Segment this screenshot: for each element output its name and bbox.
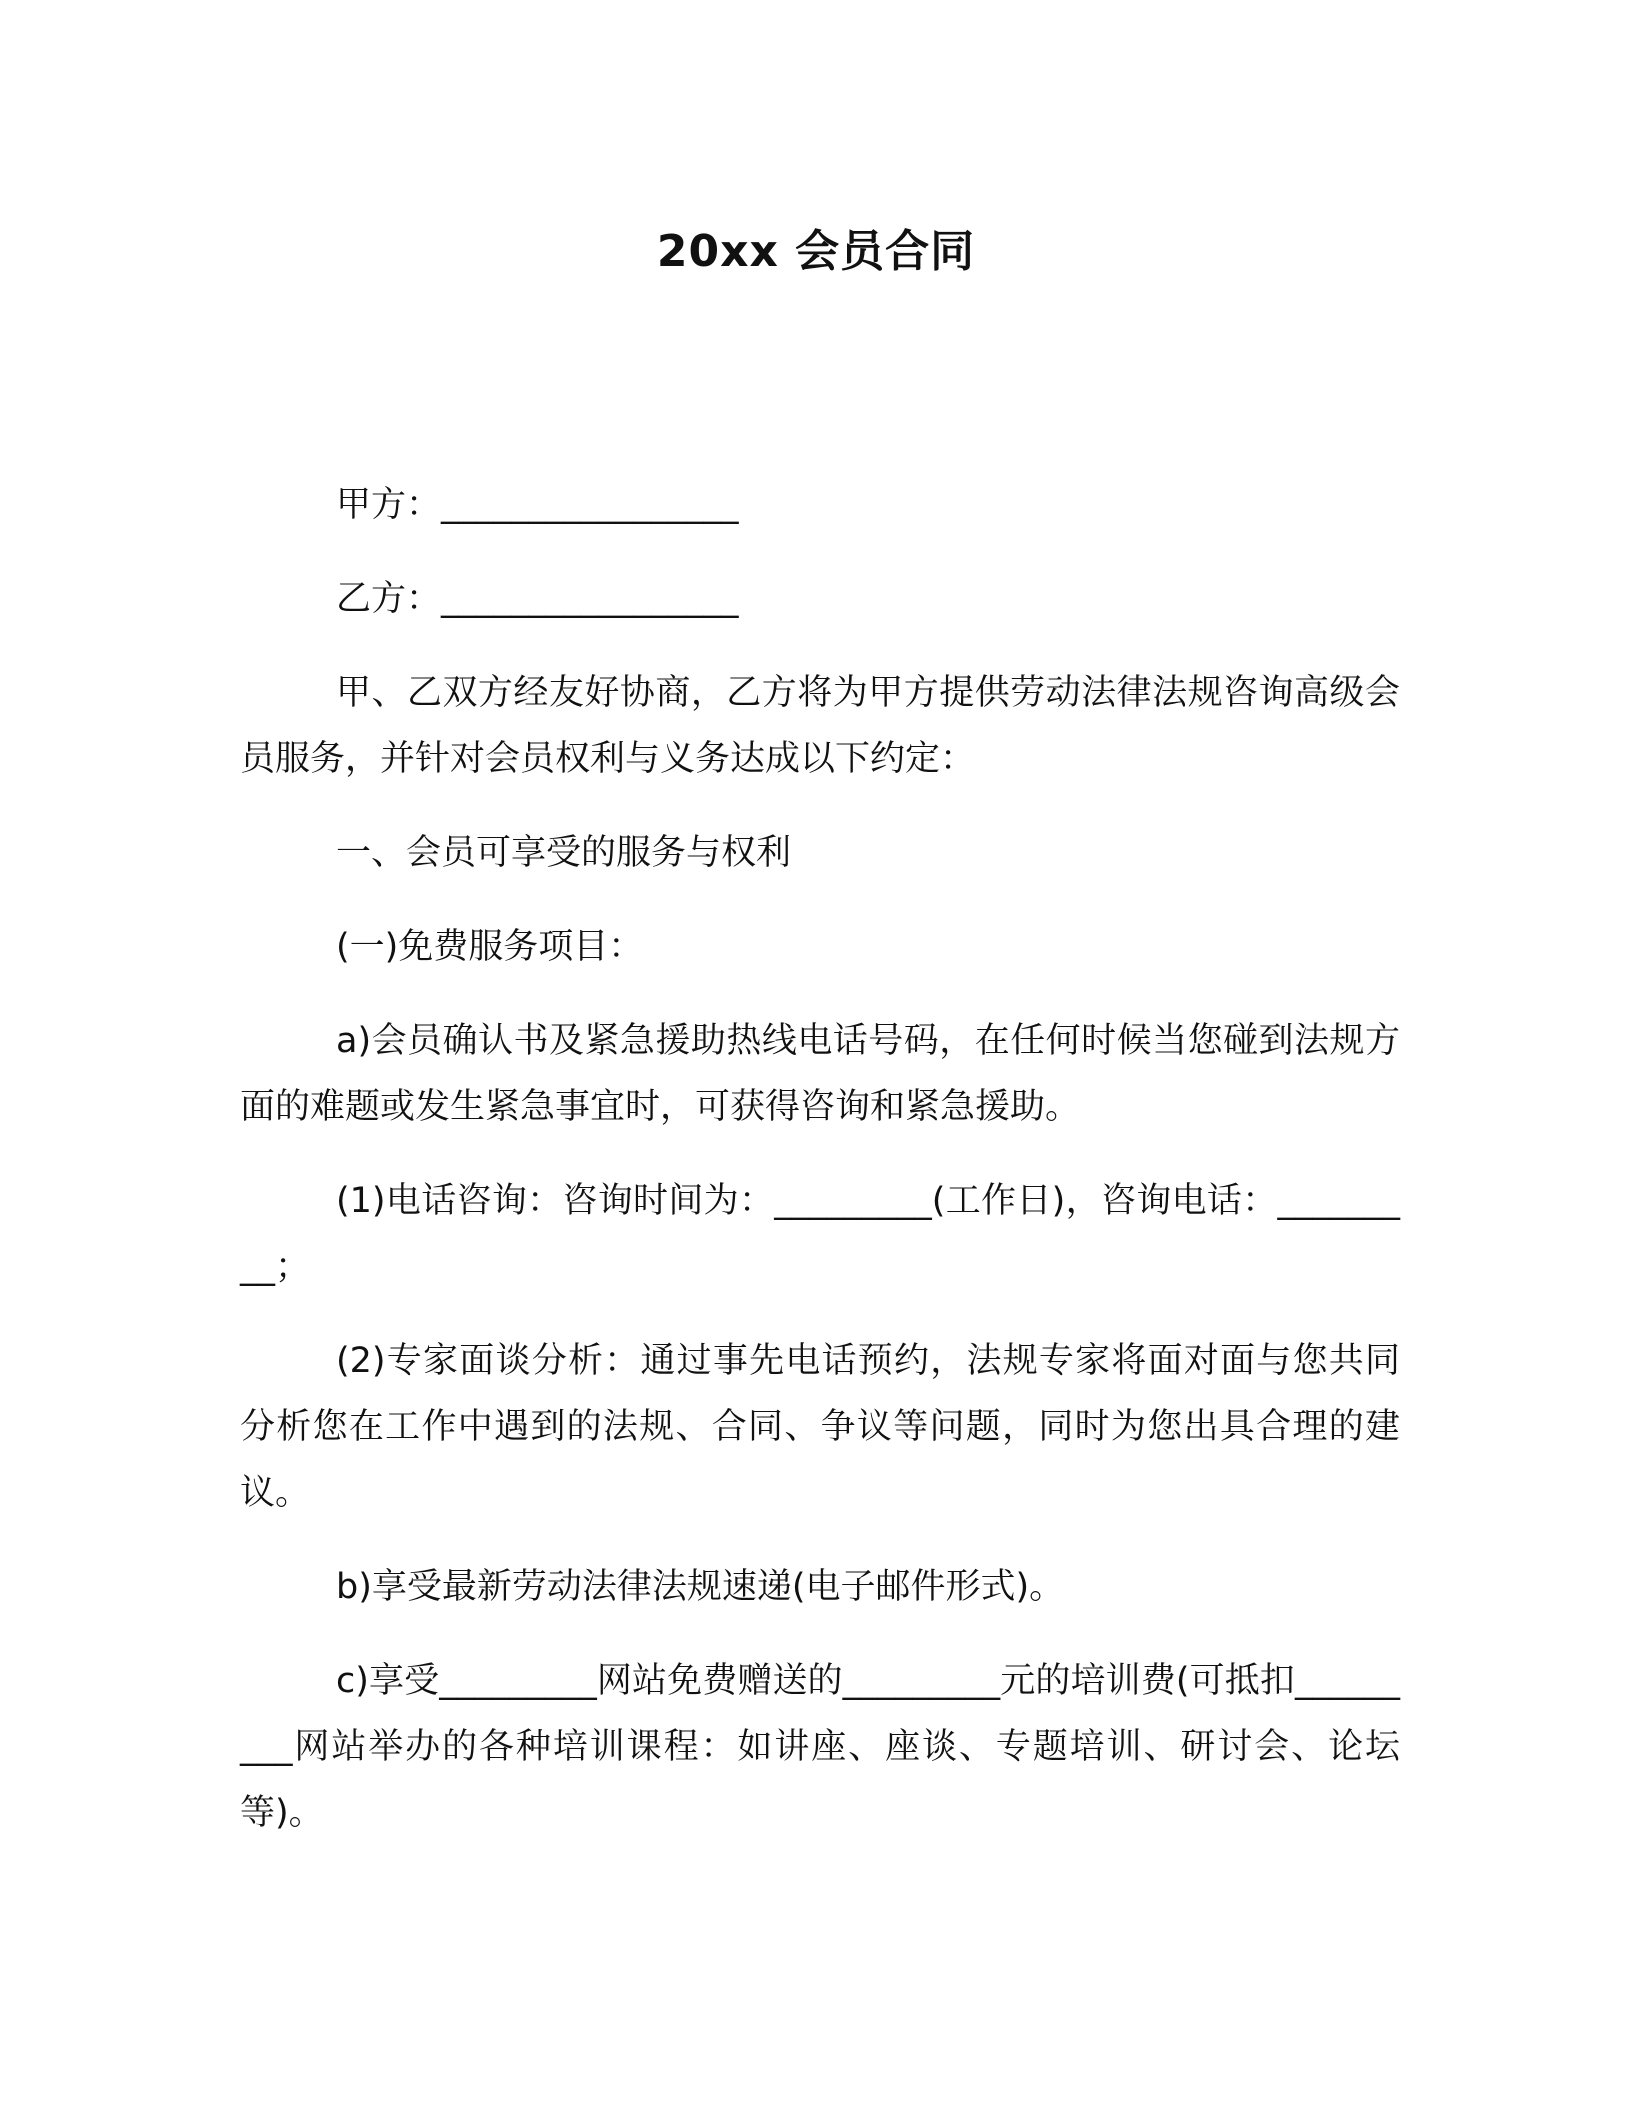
document-body (240, 472, 1400, 1874)
clause-b: b)享受最新劳动法律法规速递(电子邮件形式)。 (336, 1567, 1065, 1607)
clause-c: c)享受_________网站免费赠送的_________元的培训费(可抵扣_________网站举办的各种培训课程：如讲座、座谈、专题培训、研讨会、论坛等)。 (240, 1661, 1400, 1833)
intro-paragraph: 甲、乙双方经友好协商，乙方将为甲方提供劳动法律法规咨询高级会员服务，并针对会员权利与义务达成以下约定： (240, 673, 1400, 779)
document-title: 20xx 会员合同 (656, 226, 976, 277)
clause-a-1: (1)电话咨询：咨询时间为：_________(工作日)，咨询电话：_________； (240, 1181, 1400, 1287)
subsection-heading: (一)免费服务项目： (336, 927, 644, 967)
clause-a: a)会员确认书及紧急援助热线电话号码，在任何时候当您碰到法规方面的难题或发生紧急事宜时，可获得咨询和紧急援助。 (240, 1021, 1400, 1127)
party-a-line: 甲方：_________________ (336, 485, 739, 525)
clause-a-2: (2)专家面谈分析：通过事先电话预约，法规专家将面对面与您共同分析您在工作中遇到的法规、合同、争议等问题，同时为您出具合理的建议。 (240, 1341, 1400, 1513)
section-heading: 一、会员可享受的服务与权利 (336, 833, 792, 873)
party-b-line: 乙方：_________________ (336, 579, 739, 619)
